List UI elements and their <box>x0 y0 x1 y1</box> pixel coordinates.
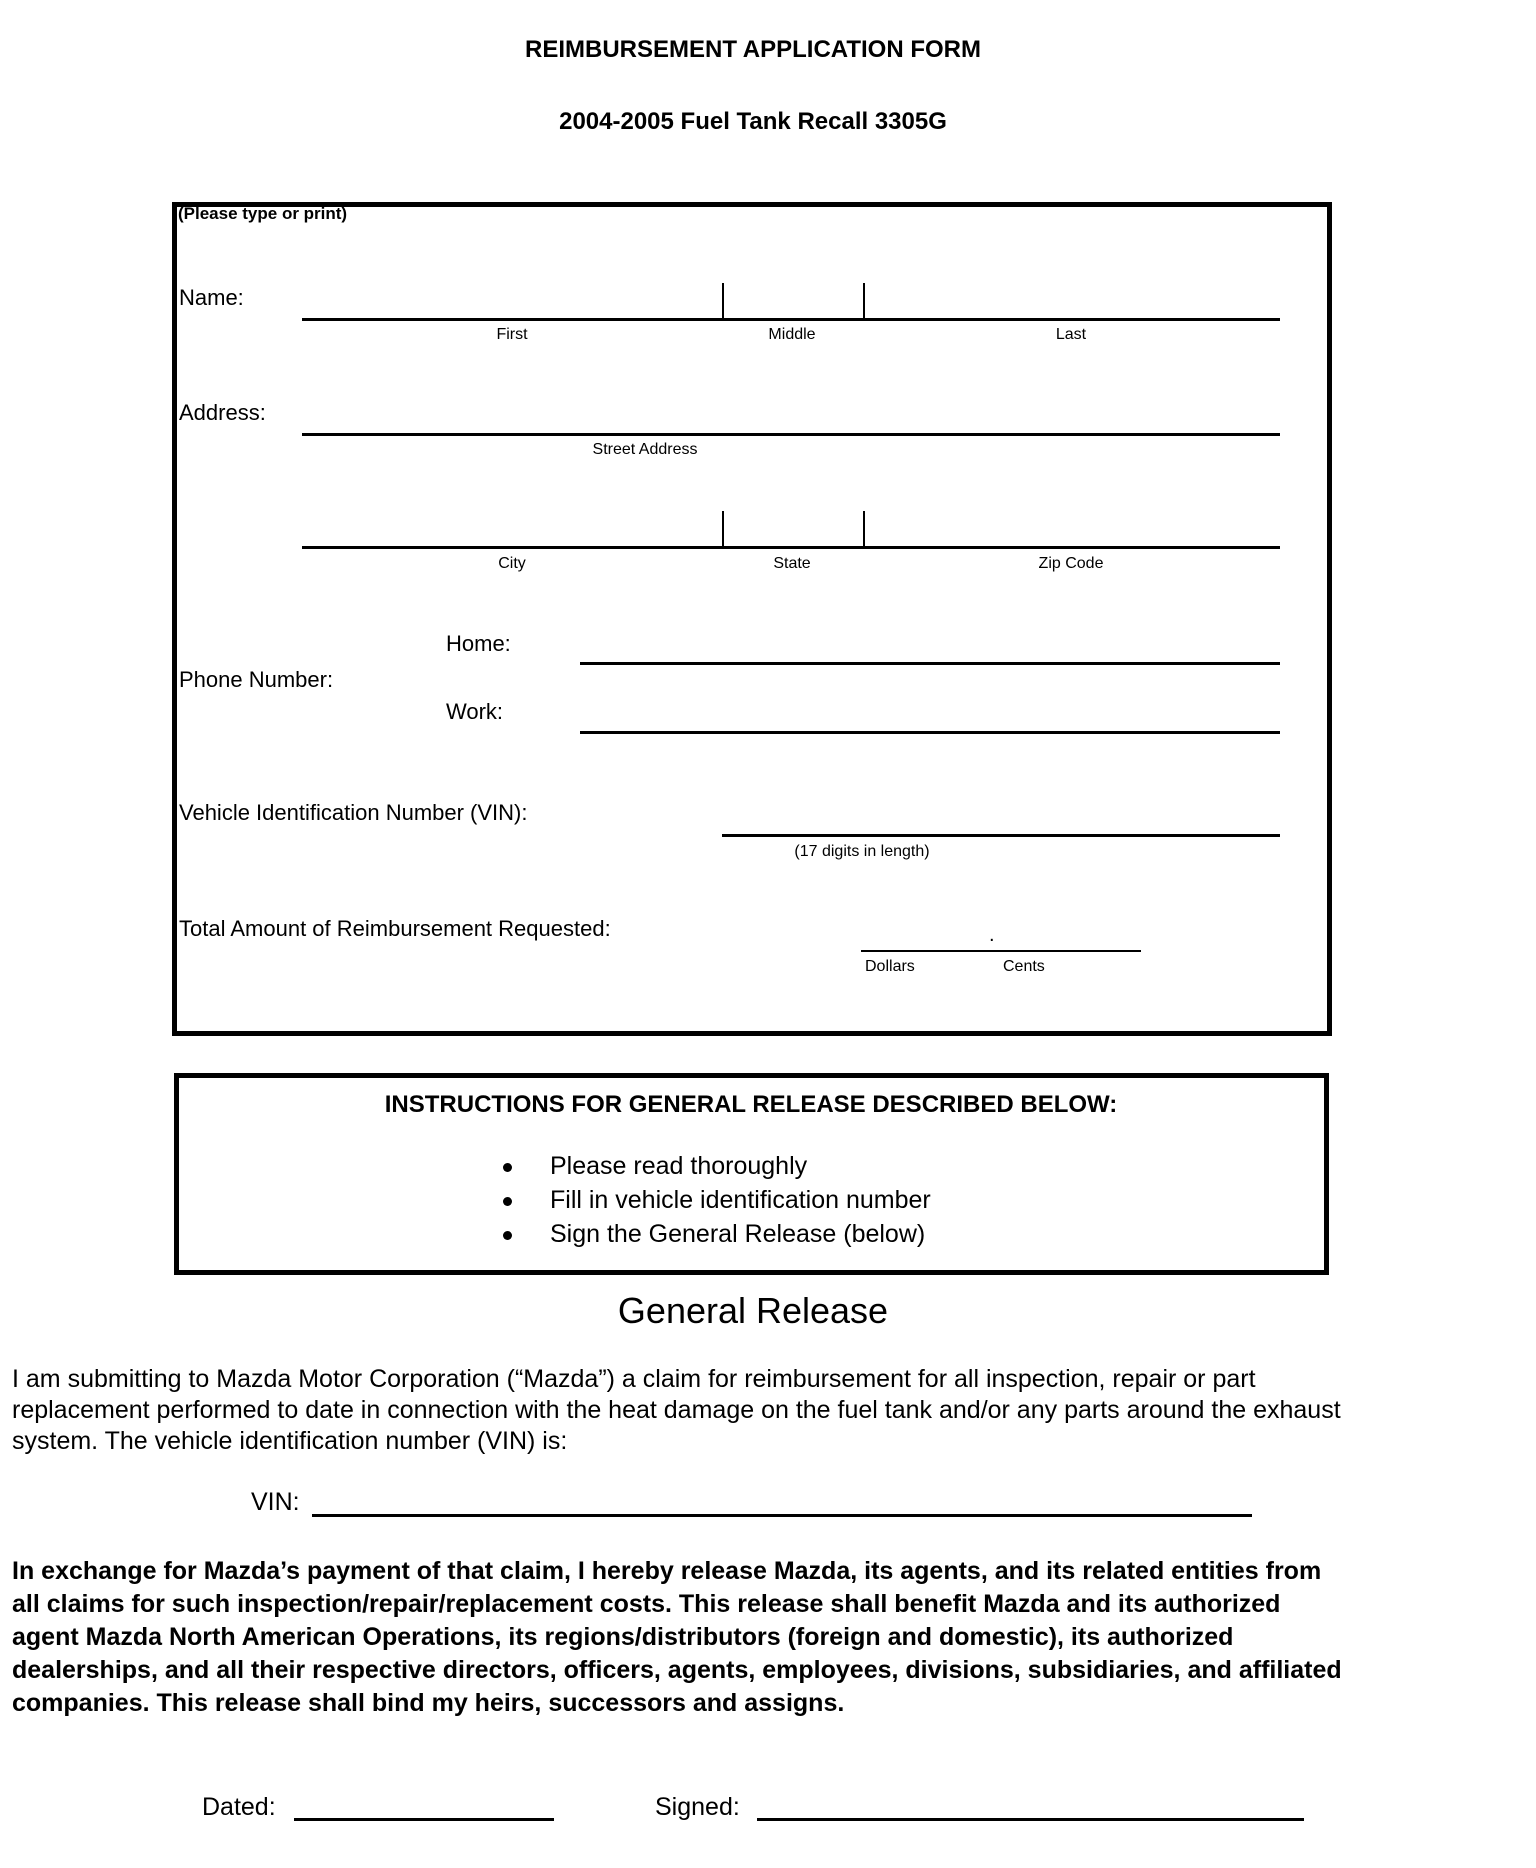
vin-input[interactable] <box>724 804 1278 832</box>
name-label: Name: <box>179 285 244 310</box>
dollars-input[interactable] <box>862 922 986 948</box>
intro-line: replacement performed to date in connection with the heat damage on the fuel tank and/or any parts around the exhaust <box>12 1396 1341 1424</box>
vin-underline <box>722 834 1280 837</box>
street-address-input[interactable] <box>304 403 1278 431</box>
release-intro-paragraph <box>12 1364 1341 1457</box>
decimal-point: . <box>989 924 995 946</box>
dated-underline <box>294 1818 554 1821</box>
intro-line: I am submitting to Mazda Motor Corporation (“Mazda”) a claim for reimbursement for all inspection, repair or part <box>12 1365 1256 1393</box>
name-underline <box>302 318 1280 321</box>
city-state-zip-underline <box>302 546 1280 549</box>
city-sublabel: City <box>498 555 526 572</box>
type-or-print-note: (Please type or print) <box>178 204 348 223</box>
bullet-icon <box>503 1163 512 1172</box>
form-subtitle: 2004-2005 Fuel Tank Recall 3305G <box>559 108 947 135</box>
first-name-input[interactable] <box>304 288 720 316</box>
vin-label: Vehicle Identification Number (VIN): <box>179 800 528 825</box>
bullet-icon <box>503 1231 512 1240</box>
work-phone-input[interactable] <box>582 701 1278 729</box>
instructions-heading: INSTRUCTIONS FOR GENERAL RELEASE DESCRIBED BELOW: <box>384 1091 1118 1118</box>
terms-line: companies. This release shall bind my heirs, successors and assigns. <box>12 1689 845 1717</box>
instruction-item: Please read thoroughly <box>550 1152 808 1180</box>
work-phone-underline <box>580 731 1280 734</box>
signed-label: Signed: <box>655 1793 740 1821</box>
first-sublabel: First <box>496 326 528 343</box>
signature-input[interactable] <box>759 1788 1302 1816</box>
middle-name-input[interactable] <box>726 288 861 316</box>
bullet-icon <box>503 1197 512 1206</box>
home-phone-underline <box>580 662 1280 665</box>
name-divider-1 <box>722 283 724 320</box>
general-release-title: General Release <box>617 1290 889 1331</box>
release-terms-paragraph <box>12 1555 1342 1720</box>
work-phone-label: Work: <box>446 699 504 724</box>
terms-line: all claims for such inspection/repair/replacement costs. This release shall benefit Mazda and its authorized <box>12 1590 1281 1618</box>
vin-length-hint: (17 digits in length) <box>794 843 930 860</box>
terms-line: agent Mazda North American Operations, its regions/distributors (foreign and domestic), its authorized <box>12 1623 1234 1651</box>
state-sublabel: State <box>773 555 811 572</box>
city-input[interactable] <box>304 516 720 544</box>
home-phone-input[interactable] <box>582 632 1278 660</box>
state-input[interactable] <box>726 516 861 544</box>
street-address-sublabel: Street Address <box>592 441 698 458</box>
amount-underline <box>861 950 1141 952</box>
release-vin-label: VIN: <box>251 1488 300 1516</box>
terms-line: dealerships, and all their respective directors, officers, agents, employees, divisions, subsidiaries, and affiliated <box>12 1656 1342 1684</box>
cents-sublabel: Cents <box>1003 958 1045 975</box>
cents-input[interactable] <box>998 922 1138 948</box>
intro-line: system. The vehicle identification number (VIN) is: <box>12 1427 568 1455</box>
address-divider-1 <box>722 511 724 548</box>
form-title: REIMBURSEMENT APPLICATION FORM <box>525 36 981 63</box>
home-phone-label: Home: <box>446 631 511 656</box>
address-label: Address: <box>179 400 266 425</box>
middle-sublabel: Middle <box>768 326 816 343</box>
phone-number-label: Phone Number: <box>179 667 334 692</box>
instruction-item: Sign the General Release (below) <box>550 1220 926 1248</box>
application-form-box <box>172 202 1332 1036</box>
zip-code-input[interactable] <box>867 516 1278 544</box>
total-amount-label: Total Amount of Reimbursement Requested: <box>179 916 611 941</box>
name-divider-2 <box>863 283 865 320</box>
address-divider-2 <box>863 511 865 548</box>
zip-code-sublabel: Zip Code <box>1038 555 1104 572</box>
dollars-sublabel: Dollars <box>865 958 915 975</box>
release-vin-underline <box>312 1514 1252 1517</box>
last-name-input[interactable] <box>867 288 1278 316</box>
dated-input[interactable] <box>296 1788 552 1816</box>
last-sublabel: Last <box>1055 326 1087 343</box>
street-underline <box>302 433 1280 436</box>
instruction-item: Fill in vehicle identification number <box>550 1186 931 1214</box>
signed-underline <box>757 1818 1304 1821</box>
release-vin-input[interactable] <box>314 1484 1250 1512</box>
dated-label: Dated: <box>202 1793 276 1821</box>
terms-line: In exchange for Mazda’s payment of that claim, I hereby release Mazda, its agents, and its related entities from <box>12 1557 1322 1585</box>
